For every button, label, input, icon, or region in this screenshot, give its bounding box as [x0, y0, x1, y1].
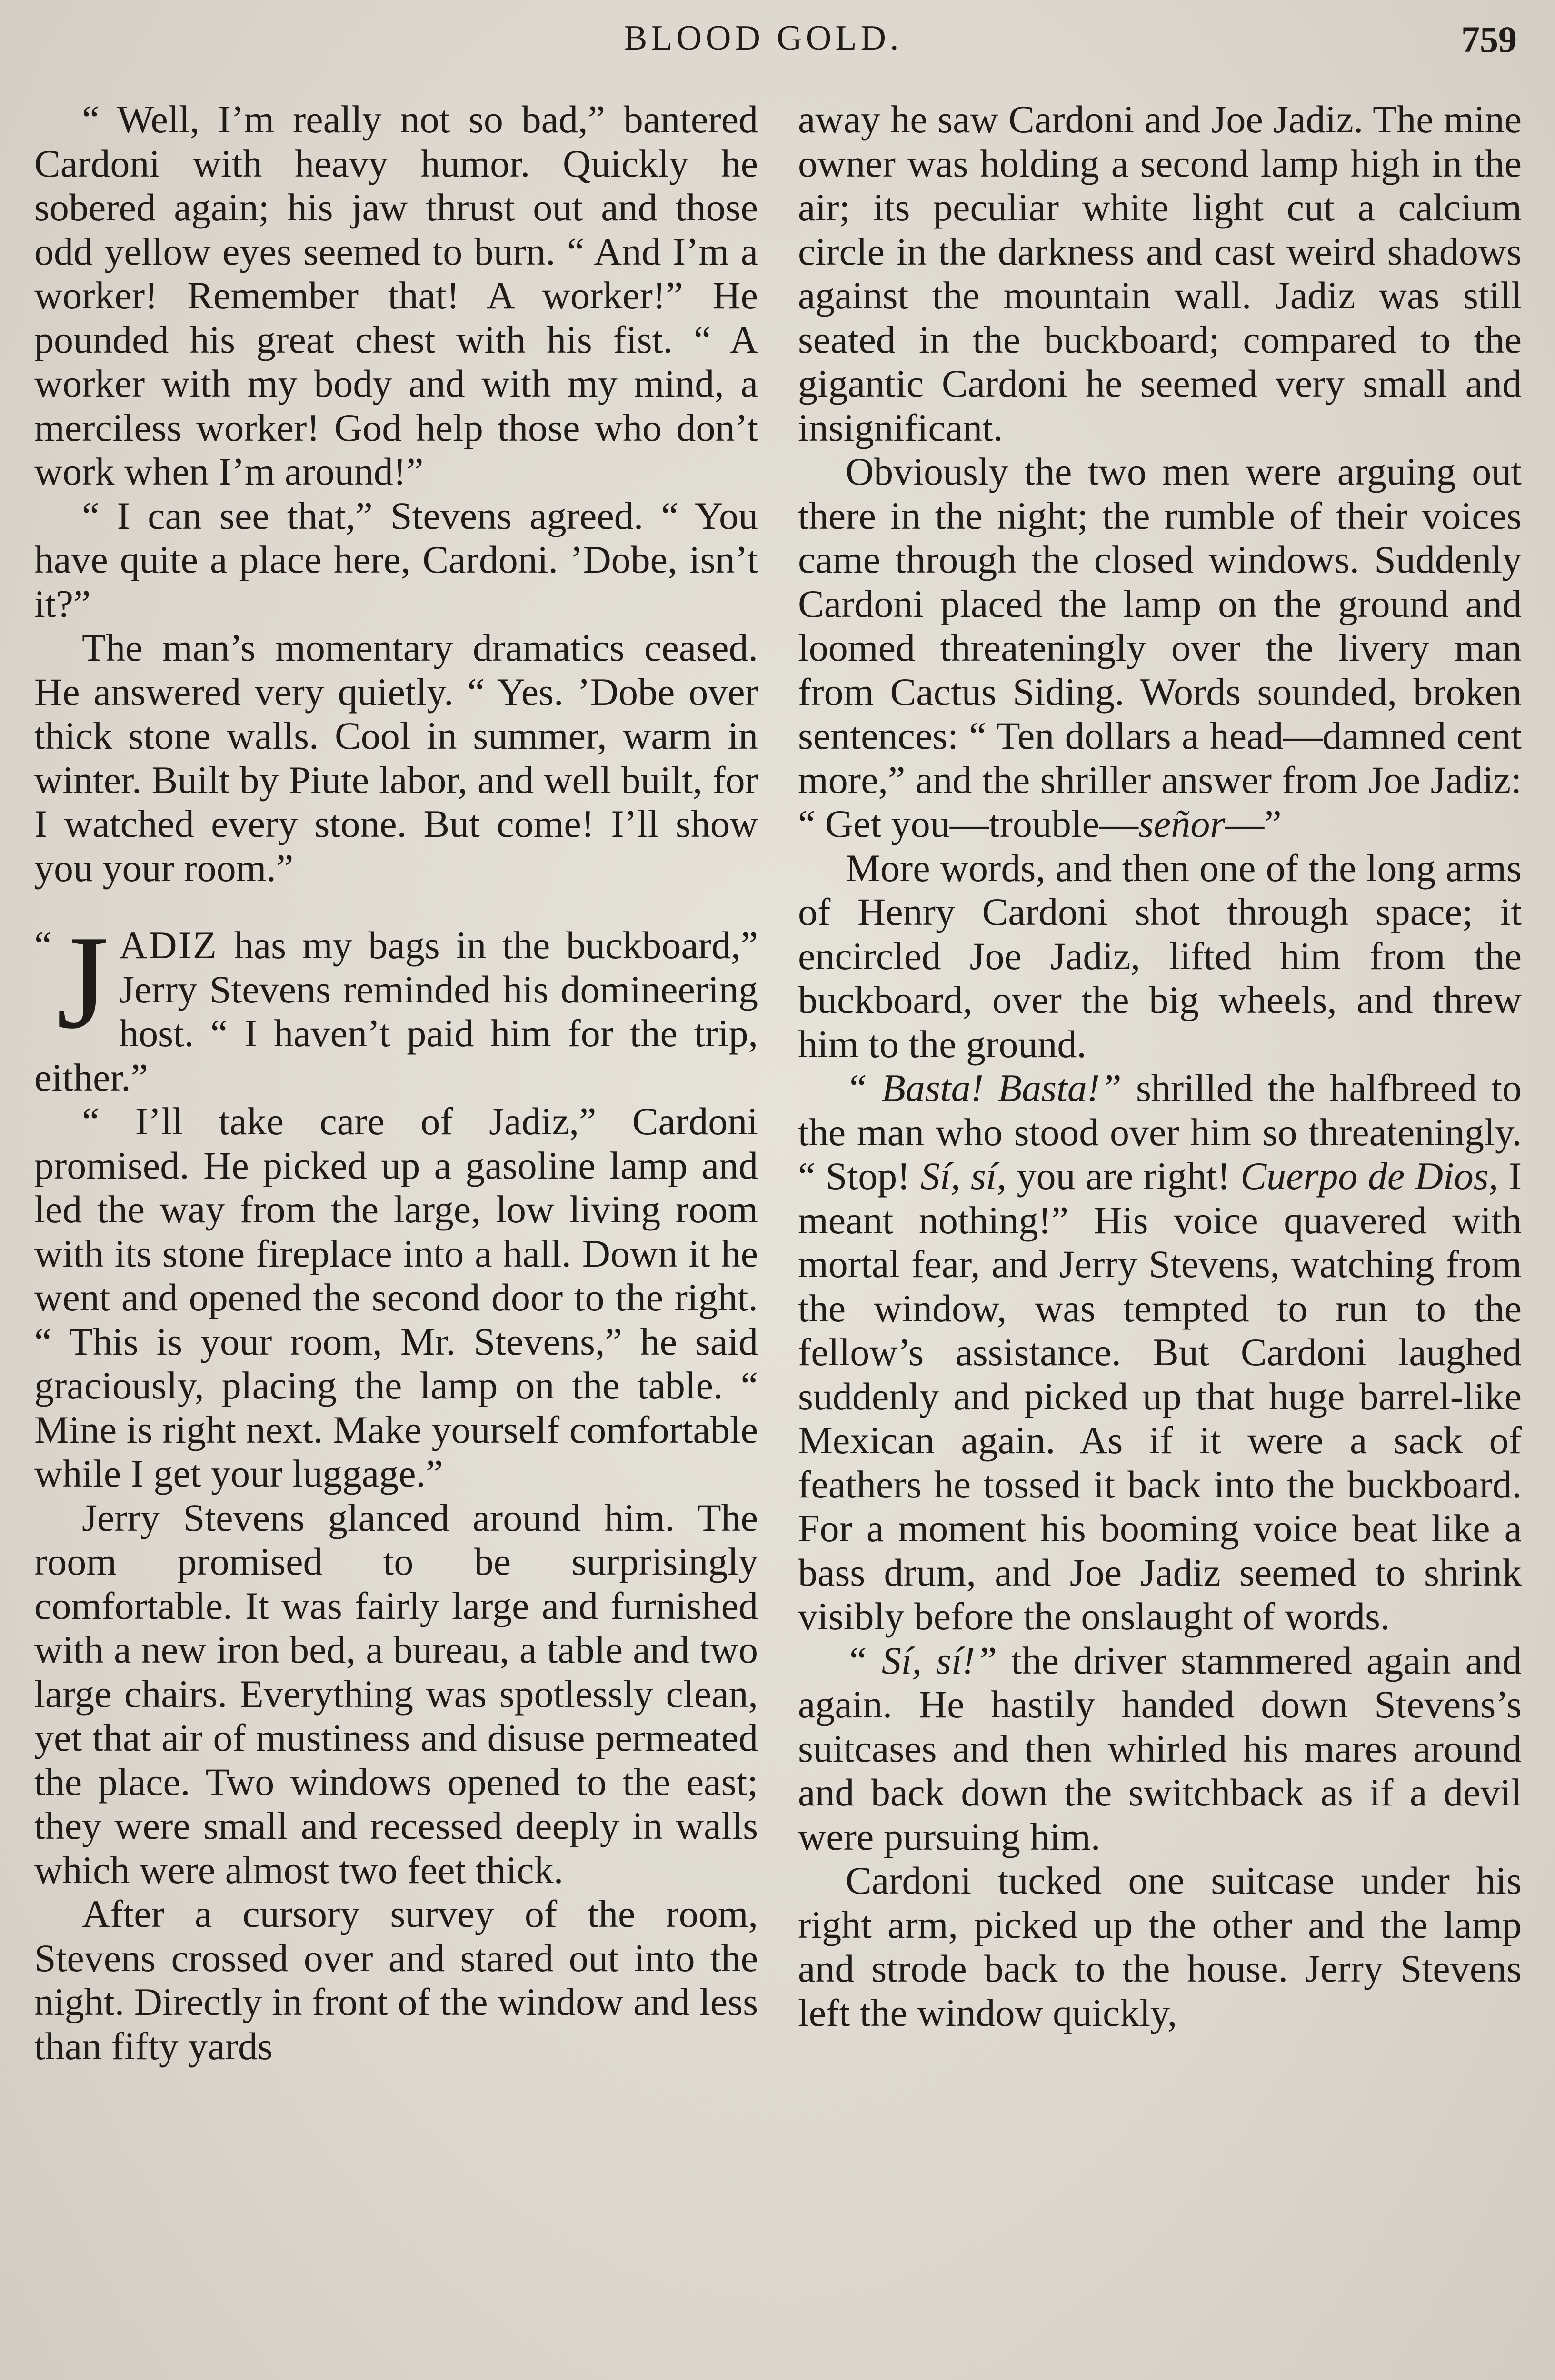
small-caps-word: ADIZ	[119, 923, 218, 967]
paragraph-text: has my bags in the buckboard,” Jerry Stevens reminded his domineering host. “ I haven’t paid him for the trip, either.”	[34, 923, 758, 1099]
page-header	[0, 18, 1555, 61]
paragraph-text: the driver stammered again and again. He hastily handed down Stevens’s suitcases and then whirled his mares around and back down the switchback as if a devil were pursuing him.	[798, 1638, 1522, 1858]
left-column	[34, 98, 758, 2068]
paragraph: After a cursory survey of the room, Stevens crossed over and stared out into the night. Directly in front of the window and less than fifty yards	[34, 1892, 758, 2068]
paragraph: More words, and then one of the long arms of Henry Cardoni shot through space; it encircled Joe Jadiz, lifted him from the buckboard, over the big wheels, and threw him to the ground.	[798, 846, 1522, 1066]
italic-text: “ Basta! Basta!”	[846, 1066, 1122, 1110]
paragraph-text: I meant nothing!” His voice quavered with mortal fear, and Jerry Stevens, watching from the window, was tempted to run to the fellow’s assistance. But Cardoni laughed suddenly and picked up that huge barrel-like Mexican again. As if it were a sack of feathers he tossed it back into the buckboard. For a moment his booming voice beat like a bass drum, and Joe Jadiz seemed to shrink visibly before the onslaught of words.	[798, 1154, 1522, 1638]
italic-text: Sí, sí,	[920, 1154, 1007, 1198]
paragraph: Jerry Stevens glanced around him. The room promised to be surprisingly comfortable. It was fairly large and furnished with a new iron bed, a bureau, a table and two large chairs. Everything was spotlessly clean, yet that air of mustiness and disuse permeated the place. Two windows opened to the east; they were small and recessed deeply in walls which were almost two feet thick.	[34, 1496, 758, 1892]
page-number: 759	[1461, 19, 1517, 60]
paragraph: away he saw Cardoni and Joe Jadiz. The mine owner was holding a second lamp high in the air; its peculiar white light cut a calcium circle in the darkness and cast weird shadows against the mountain wall. Jadiz was still seated in the buckboard; compared to the gigantic Cardoni he seemed very small and insignificant.	[798, 98, 1522, 449]
paragraph	[798, 1639, 1522, 1859]
paragraph	[798, 450, 1522, 846]
paragraph: “ I’ll take care of Jadiz,” Cardoni promised. He picked up a gasoline lamp and led the way from the large, low living room with its stone fireplace into a hall. Down it he went and opened the second door to the right. “ This is your room, Mr. Stevens,” he said graciously, placing the lamp on the table. “ Mine is right next. Make yourself comfortable while I get your luggage.”	[34, 1100, 758, 1495]
paragraph: The man’s momentary dramatics ceased. He answered very quietly. “ Yes. ’Dobe over thick stone walls. Cool in summer, warm in winter. Built by Piute labor, and well built, for I watched every stone. But come! I’ll show you your room.”	[34, 626, 758, 890]
paragraph-text: shrilled the halfbreed to the man who stood over him so threateningly. “ Stop!	[798, 1066, 1522, 1198]
open-quote: “	[34, 923, 52, 967]
paragraph-text: you are right!	[1007, 1154, 1241, 1198]
paragraph	[798, 1066, 1522, 1639]
paragraph: “ Well, I’m really not so bad,” bantered Cardoni with heavy humor. Quickly he sobered again; his jaw thrust out and those odd yellow eyes seemed to burn. “ And I’m a worker! Remember that! A worker!” He pounded his great chest with his fist. “ A worker with my body and with my mind, a merciless worker! God help those who don’t work when I’m around!”	[34, 98, 758, 493]
paragraph: “ I can see that,” Stevens agreed. “ You have quite a place here, Cardoni. ’Dobe, isn’t it?”	[34, 494, 758, 625]
right-column	[798, 98, 1522, 2035]
drop-cap: J	[56, 908, 109, 1056]
italic-text: “ Sí, sí!”	[846, 1638, 997, 1682]
italic-text: señor	[1138, 802, 1226, 845]
running-title: BLOOD GOLD.	[624, 19, 903, 58]
paragraph-text: —”	[1225, 802, 1282, 845]
italic-text: Cuerpo de Dios,	[1240, 1154, 1499, 1198]
paragraph: Cardoni tucked one suitcase under his right arm, picked up the other and the lamp and strode back to the house. Jerry Stevens left the window quickly,	[798, 1859, 1522, 2034]
paragraph-text: Obviously the two men were arguing out there in the night; the rumble of their voices came through the closed windows. Suddenly Cardoni placed the lamp on the ground and loomed threateningly over the livery man from Cactus Siding. Words sounded, broken sentences: “ Ten dollars a head—damned cent more,” and the shriller answer from Joe Jadiz: “ Get you—trouble—	[798, 450, 1522, 845]
section-start-paragraph	[34, 908, 758, 1100]
